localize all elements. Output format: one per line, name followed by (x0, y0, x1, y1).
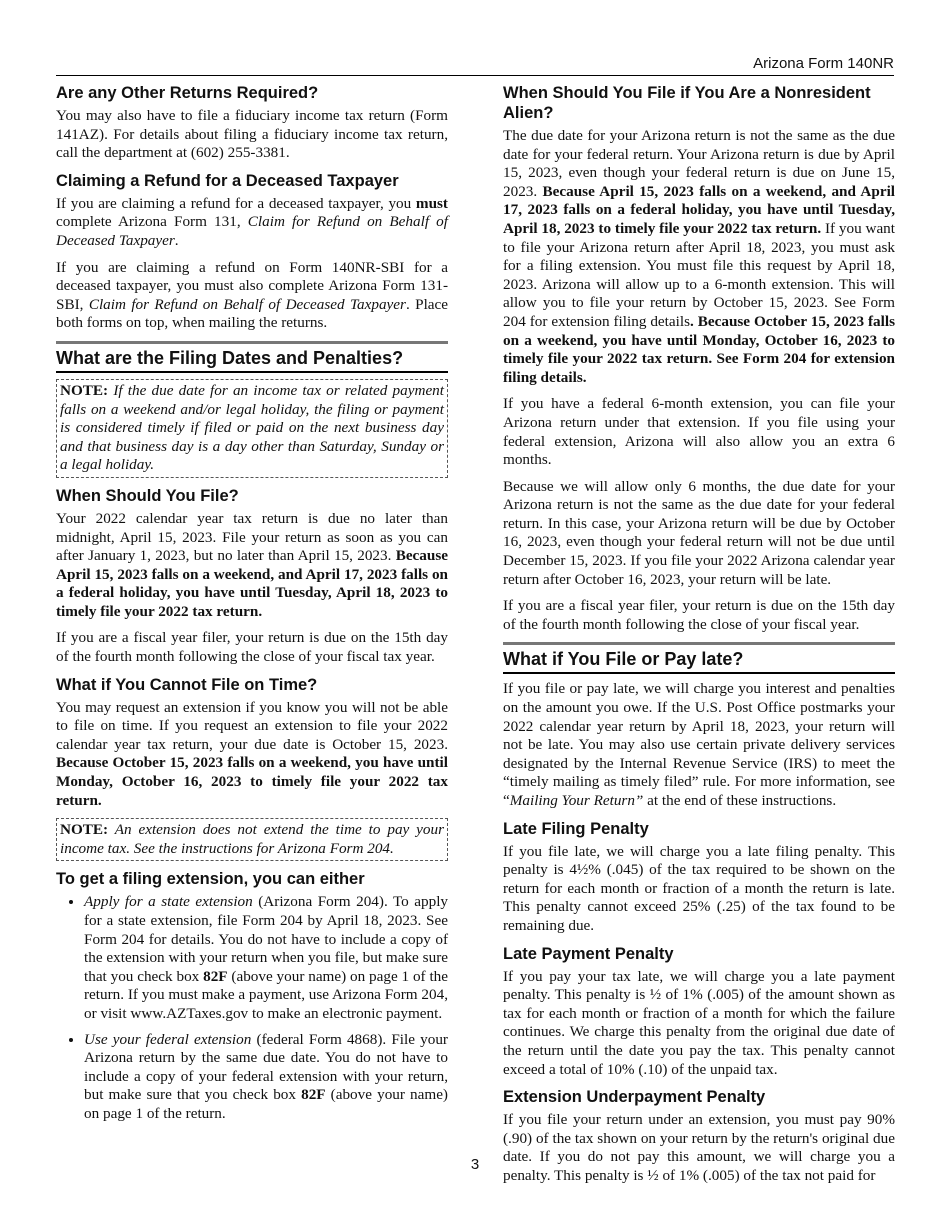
other-returns-heading: Are any Other Returns Required? (56, 84, 319, 102)
page-number: 3 (470, 1156, 480, 1173)
deceased-heading: Claiming a Refund for a Deceased Taxpayer (56, 171, 399, 190)
deceased-paragraph-2: If you are claiming a refund on Form 140NR-SBI for a deceased taxpayer, you must also complete Arizona Form 131-SBI, Claim for Refund on Behalf of Deceased Taxpayer. Place both forms on top, when mailing the returns. (56, 258, 449, 332)
right-column (503, 80, 895, 1194)
late-filing-heading: Late Filing Penalty (503, 819, 649, 838)
nonresident-heading: When Should You File if You Are a Nonresident Alien? (503, 84, 871, 122)
filing-dates-heading: What are the Filing Dates and Penalties? (56, 341, 448, 373)
when-file-paragraph-1: Your 2022 calendar year tax return is due no later than midnight, April 15, 2023. File your return as soon as you can after January 1, 2023, but no later than April 15, 2023. Because April 15, 2023 falls on a weekend, and April 17, 2023 falls on a federal holiday, you have until Tuesday, April 18, 2023 to timely file your 2022 tax return. (56, 509, 448, 620)
state-extension-item: • Apply for a state extension (Arizona Form 204). To apply for a state extension, file Form 204 by April 18, 2023. See Form 204 for details. You do not have to include a copy of the extension with your return when you file, but make sure that you check box 82F (above your name) on page 1 of the return. If you must make a payment, use Arizona Form 204, or visit www.AZTaxes.gov to make an electronic payment. (84, 893, 448, 1023)
deceased-paragraph-1: If you are claiming a refund for a deceased taxpayer, you must complete Arizona Form 131, Claim for Refund on Behalf of Deceased Taxpayer. (56, 194, 448, 249)
left-column (56, 80, 448, 1131)
file-late-paragraph: If you file or pay late, we will charge you interest and penalties on the amount you owe. If the U.S. Post Office postmarks your 2022 calendar year return by April 18, 2023, your return will not be late. You may also use certain private delivery services designated by the Internal Revenue Service (IRS) to meet the “timely mailing as timely filed” rule. For more information, see “Mailing Your Return” at the end of these instructions. (503, 680, 895, 809)
when-file-heading: When Should You File? (56, 486, 239, 505)
ext-underpayment-heading: Extension Underpayment Penalty (503, 1088, 766, 1107)
late-filing-paragraph: If you file late, we will charge you a late filing penalty. This penalty is 4½% (.045) of the tax required to be shown on the return for each month or fraction of a month the return is late. This penalty cannot exceed 25% (.25) of the tax found to be remaining due. (503, 842, 895, 934)
extension-options-list (56, 893, 448, 1123)
nonresident-paragraph-2: If you have a federal 6-month extension, you can file your Arizona return under that extension. If you file using your federal extension, Arizona will also allow you an extra 6 months. (503, 395, 895, 469)
federal-extension-item: • Use your federal extension (federal Form 4868). File your Arizona return by the same due date. You do not have to include a copy of your federal extension with your return, but make sure that you check box 82F (above your name) on page 1 of the return. (84, 1031, 448, 1124)
form-identifier: Arizona Form 140NR (753, 55, 894, 72)
file-late-heading: What if You File or Pay late? (503, 642, 895, 674)
ext-underpayment-paragraph: If you file your return under an extension, you must pay 90% (.90) of the tax shown on your return by the return's original due date. If you do not pay this amount, we will charge you a penalty. This penalty is ½ of 1% (.005) of the tax not paid for (503, 1111, 895, 1184)
other-returns-paragraph: You may also have to file a fiduciary income tax return (Form 141AZ). For details about filing a fiduciary income tax return, call the department at (602) 255-3381. (56, 107, 448, 162)
cannot-file-heading: What if You Cannot File on Time? (56, 675, 318, 694)
nonresident-paragraph-1: The due date for your Arizona return is not the same as the due date for your federal return. Your Arizona return is due by April 15, 2023, even though your federal return is due on June 15, 2023. Because April 15, 2023 falls on a weekend, and April 17, 2023 falls on a federal holiday, you have until Tuesday, April 18, 2023 to timely file your 2022 tax return. If you want to file your Arizona return after April 18, 2023, you must ask for a filing extension. You must file this request by April 18, 2023. Arizona will allow up to a 6-month extension. This will allow you to file your return by October 15, 2023. See Form 204 for extension filing details. Because October 15, 2023 falls on a weekend, you have until Monday, October 16, 2023 to timely file your 2022 tax return. See Form 204 for extension filing details. (503, 127, 896, 386)
nonresident-paragraph-3: Because we will allow only 6 months, the due date for your Arizona return is not the same as the due date for your federal return. In this case, your Arizona return will be due by October 16, 2023, even though your federal return will not be due until December 15, 2023. If you file your 2022 Arizona calendar year return after October 16, 2023, your return will be late. (503, 477, 895, 588)
extension-note: NOTE: An extension does not extend the time to pay your income tax. See the instructions for Arizona Form 204. (56, 818, 448, 861)
extension-heading: To get a filing extension, you can either (56, 870, 365, 889)
late-payment-paragraph: If you pay your tax late, we will charge you a late payment penalty. This penalty is ½ of 1% (.005) of the amount shown as tax for each month or fraction of a month for which the failure continues. We charge this penalty from the original due date of the return until the date you pay the tax. This penalty cannot exceed a total of 10% (.10) of the unpaid tax. (503, 967, 895, 1078)
holiday-note: NOTE: If the due date for an income tax or related payment falls on a weekend and/or legal holiday, the filing or payment is considered timely if filed or paid on the next business day and that business day is a day other than Saturday, Sunday or a legal holiday. (56, 379, 448, 478)
when-file-paragraph-2: If you are a fiscal year filer, your return is due on the 15th day of the fourth month following the close of your fiscal tax year. (56, 629, 448, 666)
header-rule (56, 75, 894, 76)
nonresident-paragraph-4: If you are a fiscal year filer, your return is due on the 15th day of the fourth month following the close of your fiscal year. (503, 597, 895, 633)
late-payment-heading: Late Payment Penalty (503, 944, 674, 963)
cannot-file-paragraph: You may request an extension if you know you will not be able to file on time. If you request an extension to file your 2022 calendar year tax return, your due date is October 15, 2023. Because October 15, 2023 falls on a weekend, you have until Monday, October 16, 2023 to timely file your 2022 tax return. (56, 698, 448, 809)
